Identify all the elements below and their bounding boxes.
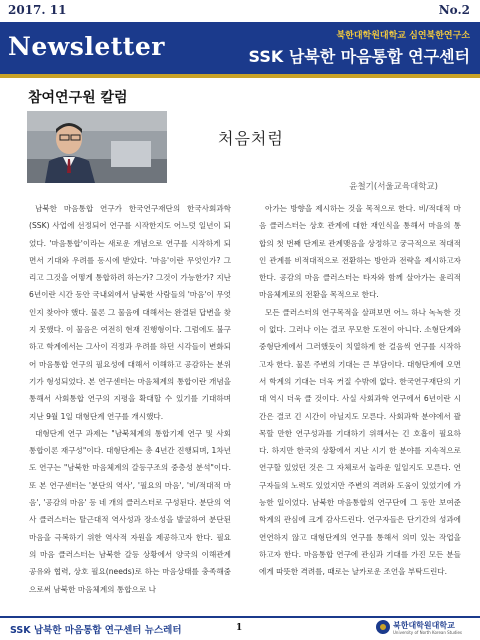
paragraph: 아가는 방향을 제시하는 것을 목적으로 한다. 비/적대적 마음 클러스터는 상호 관계에 대한 재인식을 통해서 마음의 통합의 첫 번째 단계로 관계맺음을 상정하고 궁극적으로 적대적인 관계를 비적대적으로 전환하는 방안과 전략을 제시하고자 한다. 공감의 마음 클러스터는 타자와 함께 살아가는 윤리적 마음체계로의 전환을 목적으로 한다.	[259, 204, 461, 300]
paragraph: 남북한 마음통합 연구가 한국연구재단의 한국사회과학(SSK) 사업에 선정되어 연구를 시작한지도 어느덧 일년이 되었다. '마음통합'이라는 새로운 개념으로 연구를 시작하게 되면서 기대와 우려를 동시에 받았다. '마음'이란 무엇인가? 그리고 그것을 어떻게 통합하려 하는가? 그것이 가능한가? 지난 6년이란 시간 동안 국내외에서 남북한 사람들의 '마음'이 무엇인지 찾아야 했다. 물론 그 물음에 대해서는 완결된 답변을 찾지 못했다. 이 물음은 여전히 현재 진행형이다. 그럼에도 불구하고 학계에서는 그사이 걱정과 우려를 하던 시각들이 변화되어 마음통합 연구의 필요성에 대해서 이해하고 공감하는 분위기가 형성되었다. 본 연구센터는 마음체계의 통합이란 개념을 통해서 사회통합 연구의 지평을 확대할 수 있기를 기대하며 지난 9월 1일 대형단계 연구를 개시했다.	[29, 204, 231, 421]
page-number: 1	[236, 623, 243, 633]
newsletter-title: Newsletter	[8, 32, 165, 61]
article-author: 윤철기(서울교육대학교)	[349, 182, 438, 192]
emblem-icon	[376, 620, 390, 634]
footer-label: SSK 남북한 마음통합 연구센터 뉴스레터	[10, 625, 182, 636]
article-title: 처음처럼	[218, 129, 284, 148]
logo-text: 북한대학원대학교	[393, 621, 455, 630]
paragraph: 대형단계 연구 과제는 "남북체계의 통합기제 연구 및 사회통합이론 재구성"이다. 대형단계는 총 4년간 진행되며, 1차년도 연구는 "남북한 마음체계의 갈등구조의 중층성 분석"이다. 또 본 연구센터는 '분단의 역사', '필요의 마음', '비/적대적 마음', '공감의 마음' 등 네 개의 클러스터로 구성된다. 분단의 역사 클러스터는 탈근대적 역사성과 장소성을 발굴하여 분단된 마음을 극복하기 위한 역사적 자원을 제공하고자 한다. 필요의 마음 클러스터는 남북한 갈등 상황에서 양국의 이해관계 공유와 협력, 상호 필요(needs)로 하는 마음상태를 충족해줌으로써 남북한 마음체계의 통합으로 나	[29, 428, 231, 594]
top-bar	[0, 0, 480, 22]
masthead-banner	[0, 22, 480, 74]
university-logo	[376, 618, 474, 638]
organization-name: 북한대학원대학교 심연북한연구소	[336, 31, 470, 41]
section-title: 참여연구원 칼럼	[28, 90, 128, 106]
article-column-right	[259, 200, 461, 581]
gold-divider	[0, 74, 480, 78]
author-photo	[27, 111, 167, 183]
logo-subtext: University of North Korean Studies	[393, 630, 463, 635]
article-column-left	[29, 200, 231, 598]
issue-date: 2017. 11	[8, 3, 67, 17]
center-name: SSK 남북한 마음통합 연구센터	[248, 47, 470, 66]
paragraph: 모든 클러스터의 연구목적을 살펴보면 어느 하나 녹녹한 것이 없다. 그러나 이는 결코 무모한 도전이 아니다. 소형단계와 중형단계에서 그러했듯이 치열하게 한 걸음씩 연구를 시작하고자 한다. 물론 주변의 기대는 큰 부담이다. 대형단계에 오면서 학계의 기대는 더욱 커질 수밖에 없다. 한국연구재단의 기대 역시 더욱 클 것이다. 사실 사회과학 연구에서 6년이란 시간은 결코 긴 시간이 아닐지도 모른다. 사회과학 분야에서 괄목할 만한 연구성과를 기대하기 위해서는 긴 호흡이 필요하다. 하지만 한국의 상황에서 지난 시기 한 분야를 지속적으로 연구할 있었던 것은 그 자체로서 놀라운 일일지도 모른다. 연구자들의 노력도 있었지만 주변의 격려와 도움이 있었기에 가능한 일이었다. 남북한 마음통합의 연구단에 그 동안 보여준 학계의 관심에 크게 감사드린다. 연구자들은 단기간의 성과에 연연하지 않고 대형단계의 연구를 통해서 의미 있는 작업을 하고자 한다. 마음통합 연구에 관심과 기대를 가진 모든 분들에게 따뜻한 격려를, 때로는 날카로운 조언을 부탁드린다.	[259, 307, 461, 577]
issue-number: No.2	[438, 3, 470, 17]
